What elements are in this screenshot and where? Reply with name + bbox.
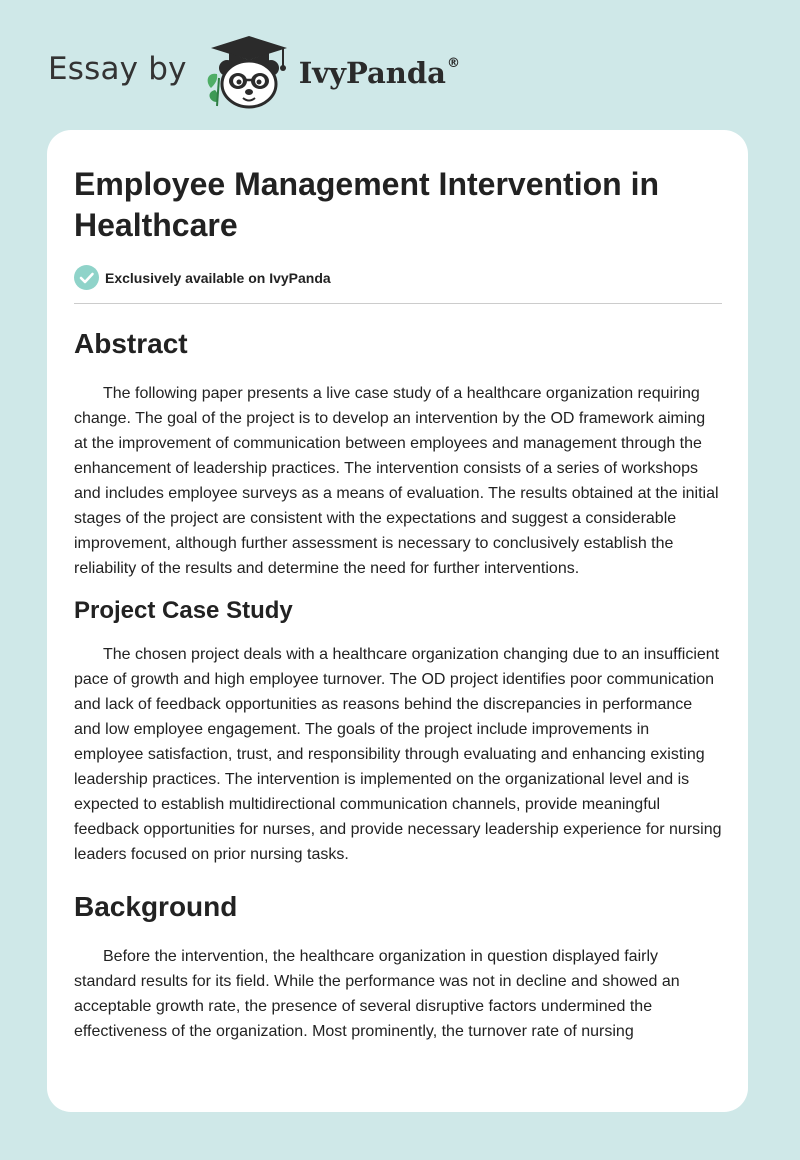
- registered-mark: ®: [446, 56, 460, 71]
- divider: [74, 303, 722, 304]
- check-circle-icon: [74, 265, 99, 290]
- section-heading: Project Case Study: [74, 597, 293, 624]
- section-heading: Background: [74, 891, 238, 922]
- brand-name: IvyPanda: [298, 56, 446, 90]
- section-background: [74, 890, 722, 1044]
- site-brand[interactable]: [48, 34, 460, 110]
- exclusive-badge: [74, 265, 722, 290]
- section-abstract: [74, 327, 722, 581]
- essay-card: [47, 130, 748, 1112]
- section-paragraph: Before the intervention, the healthcare organization in question displayed fairly standard results for its field. While the performance was not in decline and showed an acceptable growth rate, the presence of several disruptive factors undermined the effectiveness of the organization. Most prominently, the turnover rate of nursing: [74, 948, 680, 1040]
- panda-logo-icon: [203, 34, 295, 110]
- section-project-case-study: [74, 596, 722, 867]
- brand-prefix: Essay by: [48, 51, 187, 87]
- badge-label: Exclusively available on IvyPanda: [105, 269, 331, 286]
- leaf-icon: [207, 74, 218, 106]
- section-heading: Abstract: [74, 328, 188, 359]
- section-paragraph: The chosen project deals with a healthcare organization changing due to an insufficient pace of growth and high employee turnover. The OD project identifies poor communication and lack of feedback opportunities as reasons behind the discrepancies in performance and low employee engagement. The goals of the project include improvements in employee satisfaction, trust, and responsibility through evaluating and enhancing existing leadership practices. The intervention is implemented on the organizational level and is expected to establish multidirectional communication channels, provide meaningful feedback opportunities for nurses, and provide necessary leadership experience for nursing leaders focused on prior nursing tasks.: [74, 646, 722, 863]
- section-paragraph: The following paper presents a live case study of a healthcare organization requiring change. The goal of the project is to develop an intervention by the OD framework aiming at the improvement of communication between employees and management through the enhancement of leadership practices. The intervention consists of a series of workshops and includes employee surveys as a means of evaluation. The results obtained at the initial stages of the project are consistent with the expectations and suggest a considerable improvement, although further assessment is necessary to conclusively establish the reliability of the results and determine the need for further interventions.: [74, 385, 719, 577]
- page-title: Employee Management Intervention in Healthcare: [74, 166, 659, 243]
